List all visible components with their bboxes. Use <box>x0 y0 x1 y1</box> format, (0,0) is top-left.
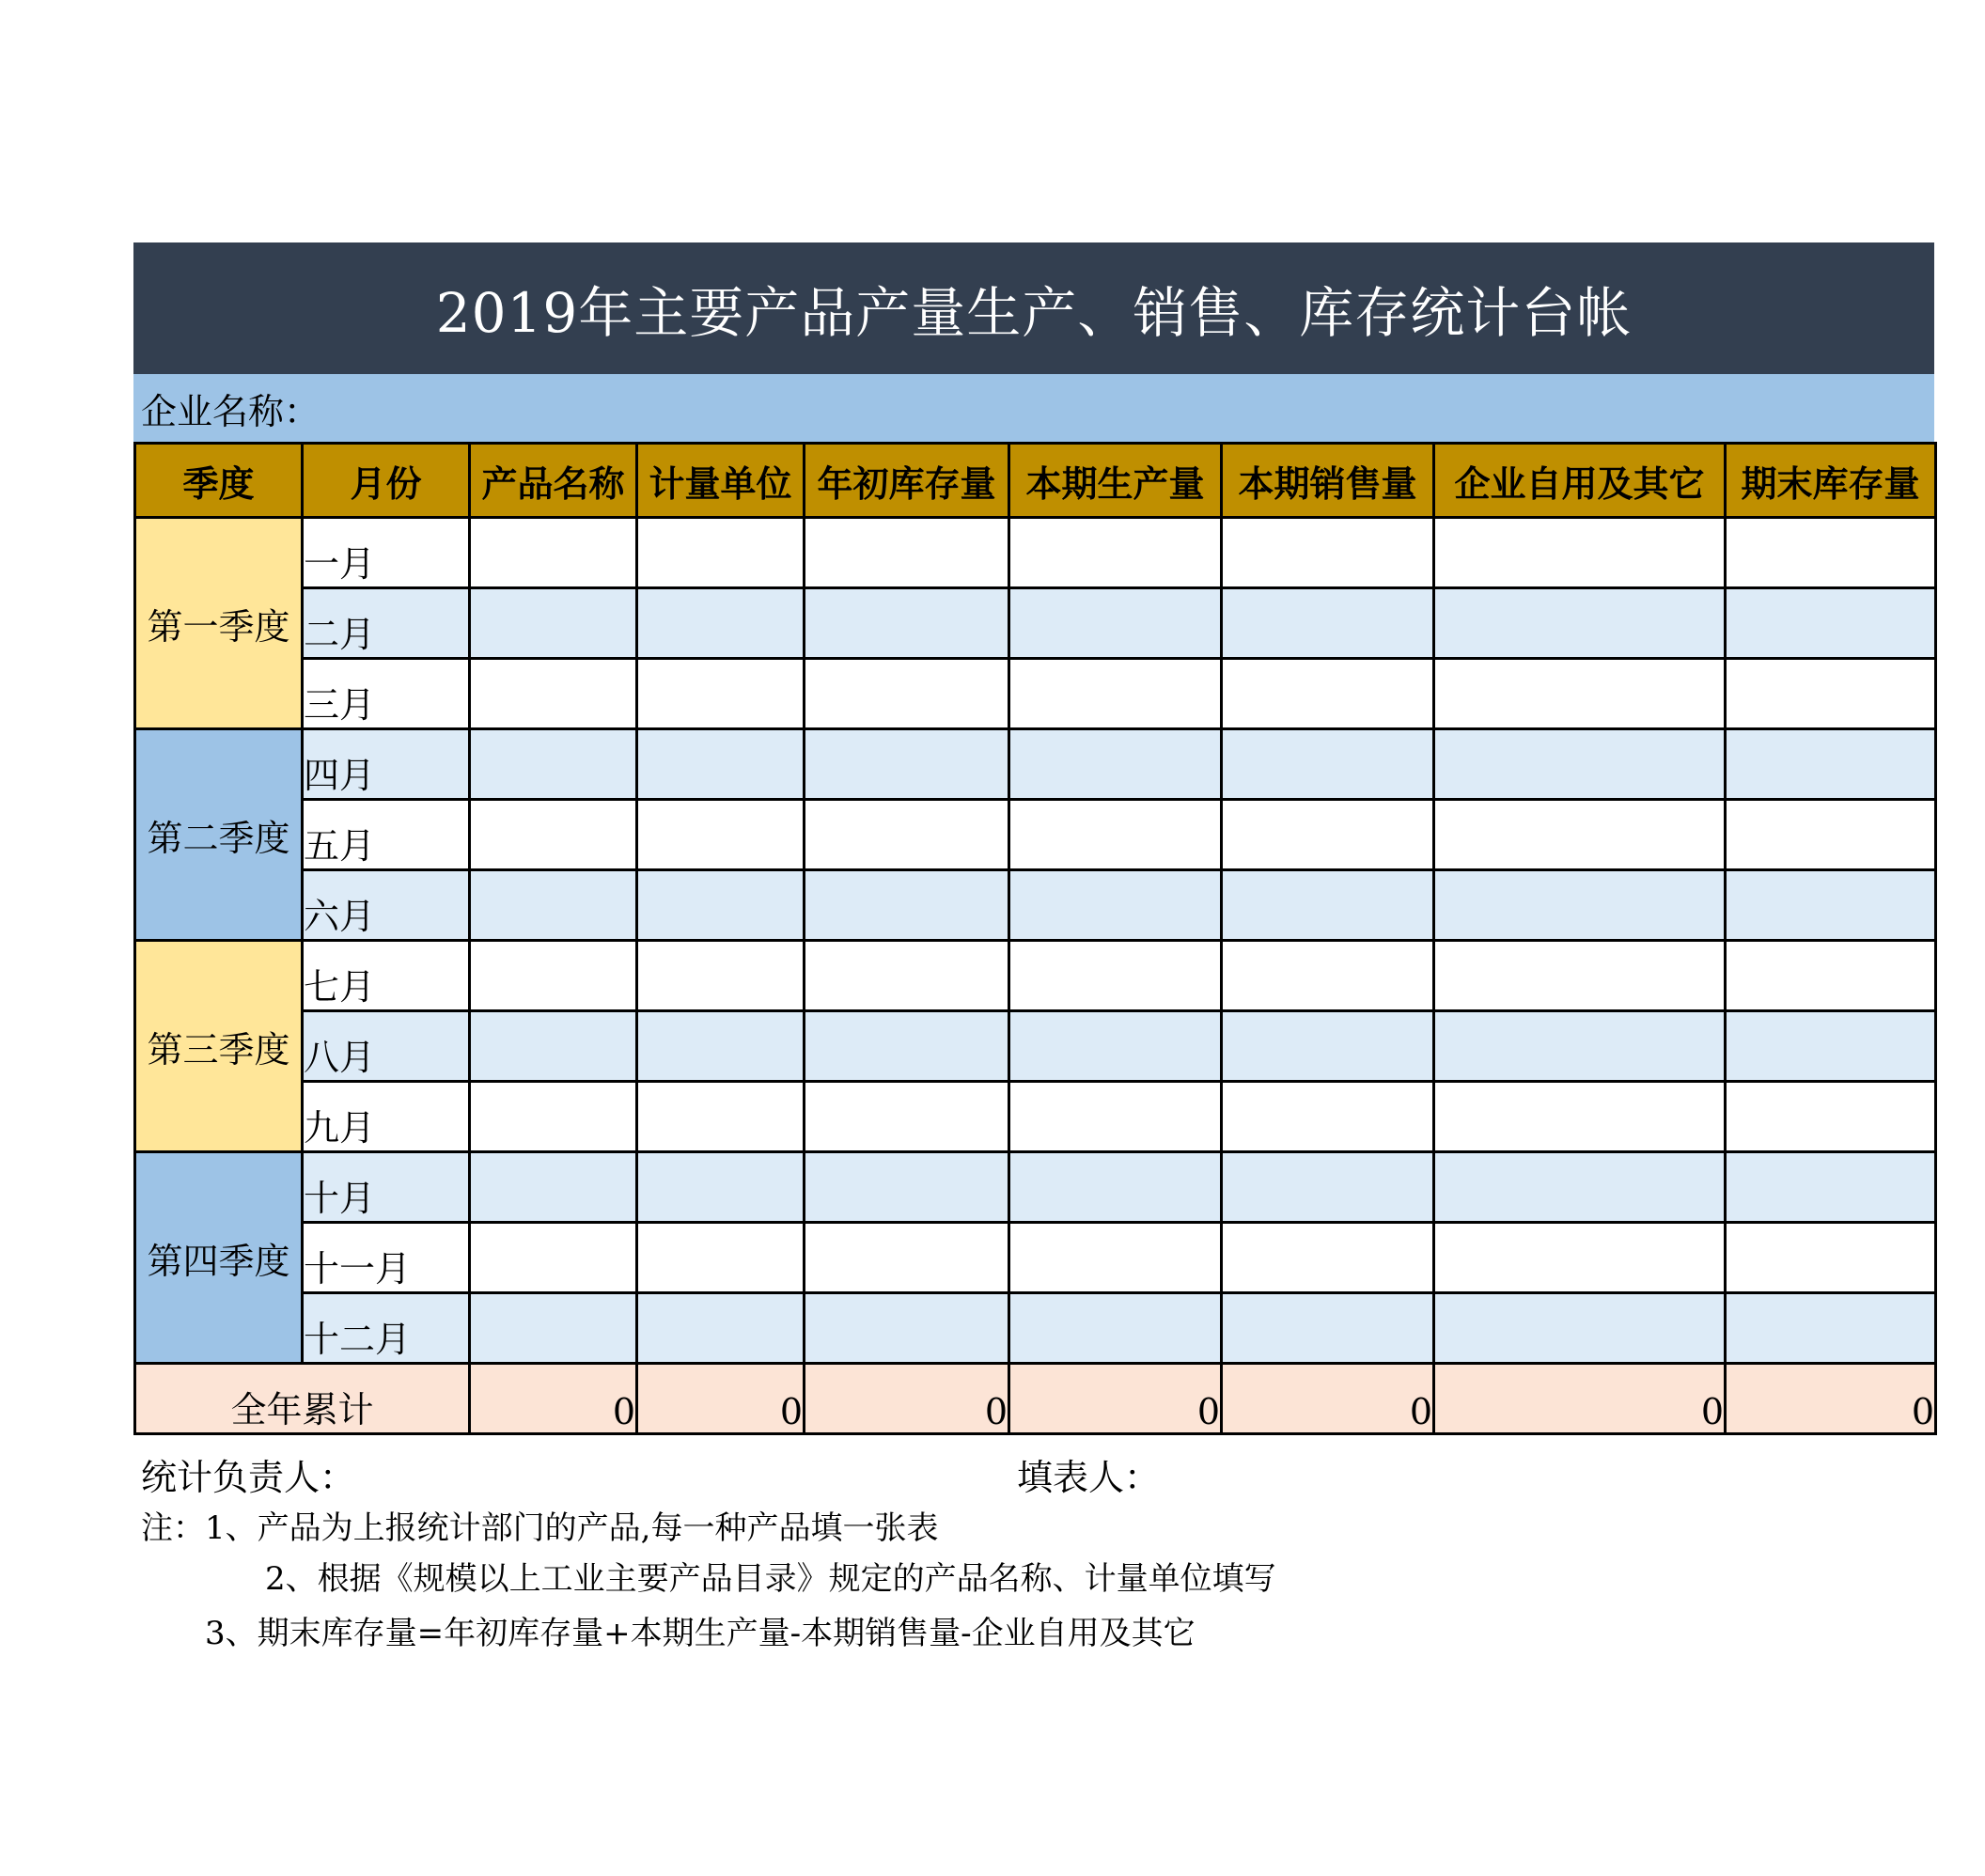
cell-opening-stock[interactable] <box>805 1293 1009 1364</box>
cell-self-use-other[interactable] <box>1434 800 1726 870</box>
table-row <box>135 659 1936 729</box>
cell-production[interactable] <box>1009 870 1222 941</box>
cell-production[interactable] <box>1009 1223 1222 1293</box>
company-name-row[interactable] <box>133 374 1934 442</box>
table-row <box>135 941 1936 1011</box>
cell-sales[interactable] <box>1222 518 1434 588</box>
cell-self-use-other[interactable] <box>1434 1293 1726 1364</box>
cell-self-use-other[interactable] <box>1434 1082 1726 1152</box>
table-row <box>135 518 1936 588</box>
table-row <box>135 800 1936 870</box>
cell-production[interactable] <box>1009 588 1222 659</box>
cell-sales[interactable] <box>1222 1082 1434 1152</box>
cell-production[interactable] <box>1009 1293 1222 1364</box>
total-sales[interactable]: 0 <box>1222 1364 1434 1434</box>
cell-closing-stock[interactable] <box>1726 659 1936 729</box>
cell-self-use-other[interactable] <box>1434 1152 1726 1223</box>
cell-opening-stock[interactable] <box>805 1082 1009 1152</box>
cell-opening-stock[interactable] <box>805 729 1009 800</box>
cell-production[interactable] <box>1009 1011 1222 1082</box>
quarter-label: 第二季度 <box>135 729 303 941</box>
cell-opening-stock[interactable] <box>805 518 1009 588</box>
total-opening-stock[interactable]: 0 <box>805 1364 1009 1434</box>
cell-production[interactable] <box>1009 1152 1222 1223</box>
cell-closing-stock[interactable] <box>1726 729 1936 800</box>
note-3: 3、期末库存量=年初库存量+本期生产量-本期销售量-企业自用及其它 <box>205 1615 1196 1652</box>
note-2: 2、根据《规模以上工业主要产品目录》规定的产品名称、计量单位填写 <box>265 1560 1276 1598</box>
cell-self-use-other[interactable] <box>1434 518 1726 588</box>
cell-sales[interactable] <box>1222 588 1434 659</box>
cell-unit[interactable] <box>637 800 805 870</box>
month-label: 六月 <box>303 870 470 941</box>
cell-unit[interactable] <box>637 1293 805 1364</box>
stat-manager-label: 统计负责人： <box>141 1457 356 1498</box>
cell-unit[interactable] <box>637 1152 805 1223</box>
header-self-use-other: 企业自用及其它 <box>1434 444 1726 518</box>
note-1: 注：1、产品为上报统计部门的产品,每一种产品填一张表 <box>141 1509 939 1547</box>
cell-closing-stock[interactable] <box>1726 1152 1936 1223</box>
cell-unit[interactable] <box>637 588 805 659</box>
table-row <box>135 1293 1936 1364</box>
cell-opening-stock[interactable] <box>805 1011 1009 1082</box>
cell-opening-stock[interactable] <box>805 1223 1009 1293</box>
header-month: 月份 <box>303 444 470 518</box>
cell-product-name[interactable] <box>470 941 637 1011</box>
cell-self-use-other[interactable] <box>1434 1011 1726 1082</box>
cell-sales[interactable] <box>1222 870 1434 941</box>
cell-unit[interactable] <box>637 518 805 588</box>
cell-product-name[interactable] <box>470 588 637 659</box>
cell-sales[interactable] <box>1222 800 1434 870</box>
table-row <box>135 870 1936 941</box>
annual-total-row <box>135 1364 1936 1434</box>
ledger-sheet <box>133 242 1934 1503</box>
cell-unit[interactable] <box>637 1011 805 1082</box>
cell-production[interactable] <box>1009 800 1222 870</box>
month-label: 七月 <box>303 941 470 1011</box>
cell-sales[interactable] <box>1222 1152 1434 1223</box>
annual-total-label: 全年累计 <box>135 1364 470 1434</box>
cell-unit[interactable] <box>637 1223 805 1293</box>
cell-product-name[interactable] <box>470 800 637 870</box>
month-label: 十月 <box>303 1152 470 1223</box>
month-label: 十二月 <box>303 1293 470 1364</box>
cell-opening-stock[interactable] <box>805 588 1009 659</box>
table-row <box>135 729 1936 800</box>
cell-sales[interactable] <box>1222 1293 1434 1364</box>
cell-opening-stock[interactable] <box>805 1152 1009 1223</box>
cell-sales[interactable] <box>1222 1011 1434 1082</box>
month-label: 一月 <box>303 518 470 588</box>
header-sales: 本期销售量 <box>1222 444 1434 518</box>
table-row <box>135 1152 1936 1223</box>
cell-unit[interactable] <box>637 1082 805 1152</box>
table-row <box>135 1082 1936 1152</box>
total-closing-stock[interactable]: 0 <box>1726 1364 1936 1434</box>
month-label: 九月 <box>303 1082 470 1152</box>
cell-production[interactable] <box>1009 518 1222 588</box>
cell-closing-stock[interactable] <box>1726 941 1936 1011</box>
cell-sales[interactable] <box>1222 729 1434 800</box>
cell-self-use-other[interactable] <box>1434 659 1726 729</box>
cell-production[interactable] <box>1009 1082 1222 1152</box>
month-label: 三月 <box>303 659 470 729</box>
month-label: 四月 <box>303 729 470 800</box>
cell-product-name[interactable] <box>470 1223 637 1293</box>
cell-opening-stock[interactable] <box>805 870 1009 941</box>
cell-opening-stock[interactable] <box>805 941 1009 1011</box>
header-quarter: 季度 <box>135 444 303 518</box>
quarter-label: 第一季度 <box>135 518 303 729</box>
total-self-use-other[interactable]: 0 <box>1434 1364 1726 1434</box>
total-product-name[interactable]: 0 <box>470 1364 637 1434</box>
header-production: 本期生产量 <box>1009 444 1222 518</box>
cell-sales[interactable] <box>1222 659 1434 729</box>
cell-product-name[interactable] <box>470 1152 637 1223</box>
cell-product-name[interactable] <box>470 659 637 729</box>
cell-closing-stock[interactable] <box>1726 1293 1936 1364</box>
month-label: 五月 <box>303 800 470 870</box>
total-production[interactable]: 0 <box>1009 1364 1222 1434</box>
cell-product-name[interactable] <box>470 1293 637 1364</box>
header-product-name: 产品名称 <box>470 444 637 518</box>
cell-product-name[interactable] <box>470 1082 637 1152</box>
cell-unit[interactable] <box>637 659 805 729</box>
quarter-label: 第四季度 <box>135 1152 303 1364</box>
cell-opening-stock[interactable] <box>805 800 1009 870</box>
cell-closing-stock[interactable] <box>1726 1223 1936 1293</box>
header-row <box>135 444 1936 518</box>
cell-self-use-other[interactable] <box>1434 941 1726 1011</box>
sheet-title: 2019年主要产品产量生产、销售、库存统计台帐 <box>133 242 1934 374</box>
cell-self-use-other[interactable] <box>1434 588 1726 659</box>
month-label: 十一月 <box>303 1223 470 1293</box>
ledger-table <box>133 442 1937 1435</box>
header-opening-stock: 年初库存量 <box>805 444 1009 518</box>
cell-product-name[interactable] <box>470 1011 637 1082</box>
quarter-label: 第三季度 <box>135 941 303 1152</box>
cell-sales[interactable] <box>1222 1223 1434 1293</box>
company-name-label: 企业名称： <box>141 390 320 432</box>
cell-opening-stock[interactable] <box>805 659 1009 729</box>
table-row <box>135 1011 1936 1082</box>
cell-production[interactable] <box>1009 729 1222 800</box>
cell-self-use-other[interactable] <box>1434 870 1726 941</box>
cell-closing-stock[interactable] <box>1726 1082 1936 1152</box>
cell-closing-stock[interactable] <box>1726 588 1936 659</box>
total-unit[interactable]: 0 <box>637 1364 805 1434</box>
table-row <box>135 588 1936 659</box>
header-unit: 计量单位 <box>637 444 805 518</box>
cell-product-name[interactable] <box>470 870 637 941</box>
cell-production[interactable] <box>1009 659 1222 729</box>
cell-product-name[interactable] <box>470 518 637 588</box>
header-closing-stock: 期末库存量 <box>1726 444 1936 518</box>
table-row <box>135 1223 1936 1293</box>
cell-production[interactable] <box>1009 941 1222 1011</box>
cell-product-name[interactable] <box>470 729 637 800</box>
cell-sales[interactable] <box>1222 941 1434 1011</box>
cell-closing-stock[interactable] <box>1726 800 1936 870</box>
filler-label: 填表人： <box>1017 1457 1161 1498</box>
month-label: 二月 <box>303 588 470 659</box>
cell-self-use-other[interactable] <box>1434 1223 1726 1293</box>
cell-closing-stock[interactable] <box>1726 1011 1936 1082</box>
cell-closing-stock[interactable] <box>1726 870 1936 941</box>
cell-unit[interactable] <box>637 941 805 1011</box>
cell-self-use-other[interactable] <box>1434 729 1726 800</box>
month-label: 八月 <box>303 1011 470 1082</box>
cell-closing-stock[interactable] <box>1726 518 1936 588</box>
signers-row <box>133 1435 1934 1503</box>
cell-unit[interactable] <box>637 870 805 941</box>
cell-unit[interactable] <box>637 729 805 800</box>
